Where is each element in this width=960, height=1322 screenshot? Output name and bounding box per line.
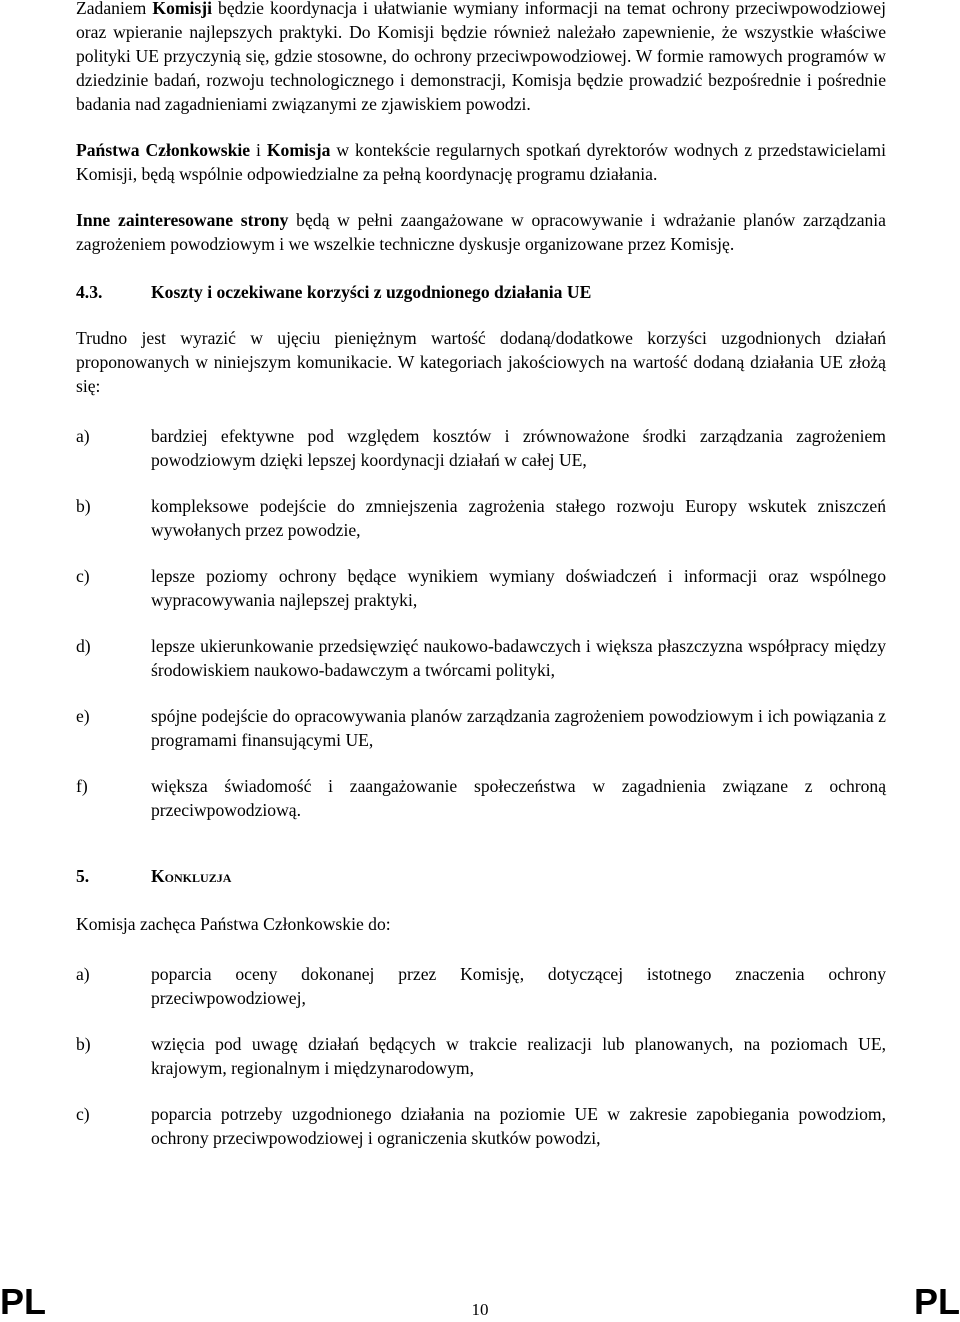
section-title: Koszty i oczekiwane korzyści z uzgodnionego działania UE [151,282,592,302]
list-marker: b) [76,496,91,516]
section-number: 4.3. [76,282,103,302]
footer-language-code-right: PL [913,1281,960,1322]
section-4-3-heading [76,280,886,304]
section-5-heading [76,864,886,888]
section-4-3-intro: Trudno jest wyrazić w ujęciu pieniężnym wartość dodaną/dodatkowe korzyści uzgodnionych działań proponowanych w niniejszym komunikacie. W kategoriach jakościowych na wartość dodaną działania UE złożą się: [76,328,886,396]
bold-term: Komisji [152,0,213,18]
paragraph-text: będą w pełni zaangażowane w opracowywanie i wdrażanie planów zarządzania zagrożeniem powodziowym i we wszelkie techniczne dyskusje organizowane przez Komisję. [76,210,886,254]
list-item [76,774,886,822]
list-item-text: lepsze poziomy ochrony będące wynikiem wymiany doświadczeń i informacji oraz wspólnego wypracowywania najlepszej praktyki, [151,566,886,610]
bold-term: Komisja [266,140,331,160]
paragraph-commission-role [76,0,886,116]
list-item [76,634,886,682]
document-body [76,0,886,1150]
benefits-list [76,424,886,822]
list-marker: c) [76,566,90,586]
paragraph-text: w kontekście regularnych spotkań dyrektorów wodnych z przedstawicielami Komisji, będą wspólnie odpowiedzialne za pełną koordynację programu działania. [76,140,886,184]
list-item [76,1102,886,1150]
list-marker: a) [76,964,90,984]
list-item [76,962,886,1010]
paragraph-text: będzie koordynacja i ułatwianie wymiany informacji na temat ochrony przeciwpowodziowej oraz wpieranie najlepszych praktyki. Do Komisji będzie również należało zapewnienie, że wszystkie właściwe polityki UE przyczynią się, gdzie stosowne, do ochrony przeciwpowodziowej. W formie ramowych programów w dziedzinie badań, rozwoju technologicznego i demonstracji, Komisja będzie prowadzić bezpośrednie i pośrednie badania nad zagadnieniami związanymi ze zjawiskiem powodzi. [76,0,886,114]
list-item [76,564,886,612]
list-item-text: bardziej efektywne pod względem kosztów i zrównoważone środki zarządzania zagrożeniem powodziowym dzięki lepszej koordynacji działań w całej UE, [151,426,886,470]
list-item-text: poparcia oceny dokonanej przez Komisję, dotyczącej istotnego znaczenia ochrony przeciwpowodziowej, [151,964,886,1008]
list-item [76,1032,886,1080]
list-item [76,494,886,542]
paragraph-stakeholders [76,208,886,256]
section-5-intro: Komisja zachęca Państwa Członkowskie do: [76,914,391,934]
list-item-text: lepsze ukierunkowanie przedsięwzięć naukowo-badawczych i większa płaszczyzna współpracy między środowiskiem naukowo-badawczym a twórcami polityki, [151,636,886,680]
list-marker: e) [76,706,90,726]
page-number: 10 [471,1300,489,1319]
list-marker: c) [76,1104,90,1124]
footer-language-code-left: PL [0,1281,47,1322]
list-marker: b) [76,1034,91,1054]
list-item-text: spójne podejście do opracowywania planów zarządzania zagrożeniem powodziowym i ich powiązania z programami finansującymi UE, [151,706,886,750]
list-item-text: kompleksowe podejście do zmniejszenia zagrożenia stałego rozwoju Europy wskutek zniszczeń wywołanych przez powodzie, [151,496,886,540]
list-item [76,424,886,472]
list-item-text: wzięcia pod uwagę działań będących w trakcie realizacji lub planowanych, na poziomach UE, krajowym, regionalnym i międzynarodowym, [151,1034,886,1078]
section-number: 5. [76,866,90,886]
list-marker: f) [76,776,88,796]
paragraph-text: Zadaniem [76,0,153,18]
bold-term: Inne zainteresowane strony [76,210,289,230]
list-item [76,704,886,752]
list-item-text: większa świadomość i zaangażowanie społeczeństwa w zagadnienia związane z ochroną przeciwpowodziową. [151,776,886,820]
paragraph-text: i [250,140,267,160]
conclusion-list [76,962,886,1150]
list-marker: a) [76,426,90,446]
bold-term: Państwa Członkowskie [76,140,251,160]
paragraph-member-states [76,138,886,186]
list-marker: d) [76,636,91,656]
section-title: Konkluzja [151,866,232,886]
list-item-text: poparcia potrzeby uzgodnionego działania na poziomie UE w zakresie zapobiegania powodziom, ochrony przeciwpowodziowej i ograniczenia skutków powodzi, [151,1104,886,1148]
